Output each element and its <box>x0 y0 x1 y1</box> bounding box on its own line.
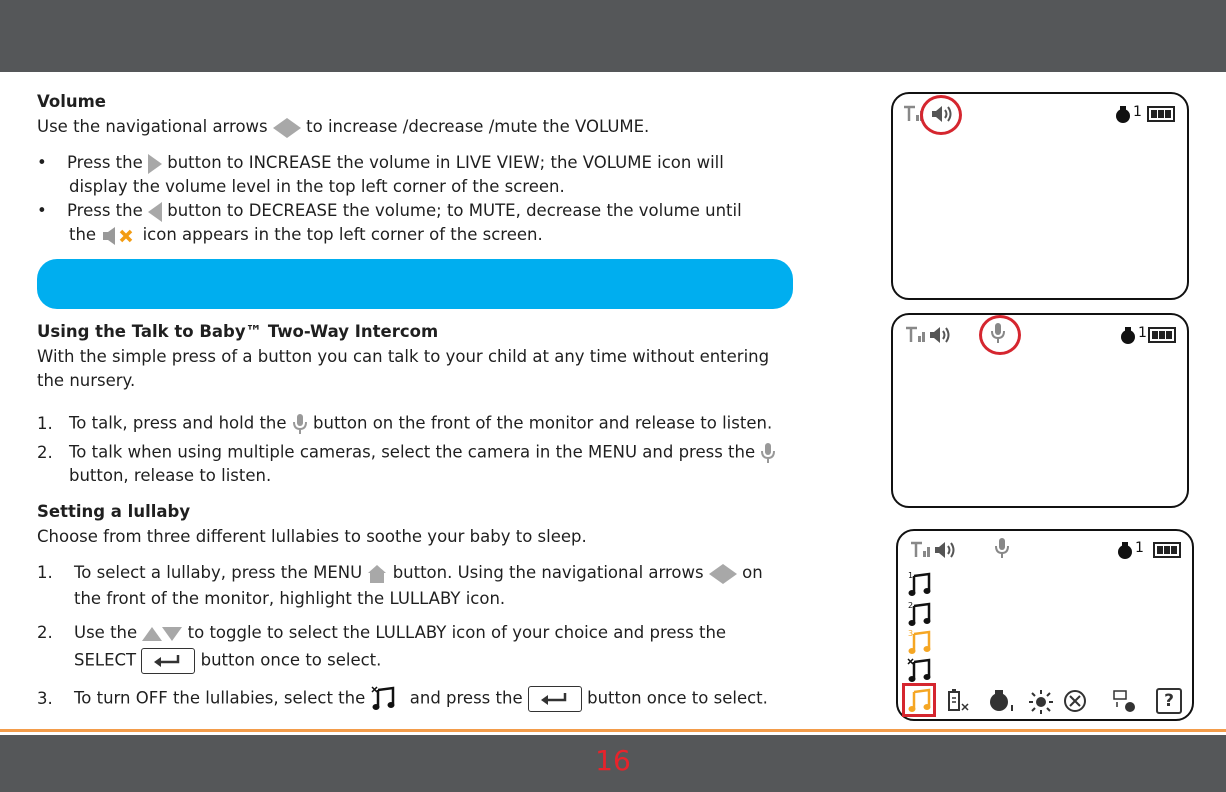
microphone-highlight-circle <box>979 315 1021 355</box>
footer-rule <box>0 729 1226 732</box>
volume-bullet-1-cont: display the volume level in the top left corner of the screen. <box>69 177 565 196</box>
left-arrow-icon <box>148 202 162 222</box>
up-arrow-icon <box>142 627 162 641</box>
lullaby-step-2-cont: SELECT button once to select. <box>74 648 381 674</box>
volume-bullet-1: • Press the button to INCREASE the volume in LIVE VIEW; the VOLUME icon will <box>37 153 724 172</box>
mute-icon <box>101 226 137 246</box>
intercom-step-2: 2. To talk when using multiple cameras, select the camera in the MENU and press the <box>37 442 776 464</box>
lullaby-2-number: 2 <box>908 601 914 610</box>
brightness-icon[interactable] <box>1028 689 1054 715</box>
camera-select-icon[interactable] <box>988 689 1016 713</box>
right-arrow-icon <box>723 564 737 584</box>
lullaby-menu-highlight[interactable] <box>902 683 936 717</box>
camera-number: 1 <box>1135 540 1144 556</box>
camera-icon <box>1119 326 1137 344</box>
lullaby-step-1-cont: the front of the monitor, highlight the LULLABY icon. <box>74 589 506 608</box>
intercom-step-2-cont: button, release to listen. <box>69 466 272 485</box>
header-bar <box>0 0 1226 72</box>
help-icon[interactable]: ? <box>1156 688 1182 714</box>
camera-battery-icon[interactable] <box>946 688 972 714</box>
lullaby-off-icon <box>371 686 397 712</box>
left-arrow-icon <box>709 564 723 584</box>
camera-number: 1 <box>1133 104 1142 120</box>
microphone-icon <box>994 537 1010 559</box>
pan-tilt-icon[interactable] <box>1062 688 1088 714</box>
battery-icon <box>1147 106 1177 122</box>
signal-icon <box>905 326 927 344</box>
lullaby-menu-icon <box>907 688 933 714</box>
microphone-icon <box>760 442 776 464</box>
left-arrow-icon <box>273 118 287 138</box>
microphone-icon <box>292 413 308 435</box>
monitor-screen-lullaby <box>896 529 1194 721</box>
camera-icon <box>1116 541 1134 559</box>
right-arrow-icon <box>148 154 162 174</box>
lullaby-3-number: 3 <box>908 629 914 638</box>
volume-heading: Volume <box>37 92 106 111</box>
lullaby-step-3: 3. To turn OFF the lullabies, select the and press the button once to select. <box>37 686 768 712</box>
intercom-heading: Using the Talk to Baby™ Two-Way Intercom <box>37 322 439 341</box>
lullaby-1-number: 1 <box>908 571 914 580</box>
lullaby-off-icon <box>907 658 933 684</box>
down-arrow-icon <box>162 627 182 641</box>
volume-bullet-2-cont: the icon appears in the top left corner of the screen. <box>69 225 543 244</box>
home-menu-icon <box>367 564 387 584</box>
lullaby-intro: Choose from three different lullabies to soothe your baby to sleep. <box>37 527 587 546</box>
note-banner <box>37 259 793 309</box>
battery-icon <box>1153 542 1183 558</box>
volume-highlight-circle <box>920 95 962 135</box>
intercom-intro-2: the nursery. <box>37 371 136 390</box>
enter-icon <box>141 648 195 674</box>
monitor-screen-volume <box>891 92 1189 300</box>
lullaby-heading: Setting a lullaby <box>37 502 191 521</box>
volume-icon <box>934 541 956 559</box>
lullaby-step-1: 1. To select a lullaby, press the MENU button. Using the navigational arrows on <box>37 563 763 582</box>
camera-icon <box>1114 105 1132 123</box>
signal-icon <box>910 541 932 559</box>
volume-intro: Use the navigational arrows to increase /decrease /mute the VOLUME. <box>37 117 650 136</box>
lullaby-step-2: 2. Use the to toggle to select the LULLABY icon of your choice and press the <box>37 623 727 642</box>
monitor-screen-intercom <box>891 313 1189 508</box>
page-number: 16 <box>595 744 631 777</box>
intercom-intro-1: With the simple press of a button you can talk to your child at any time without entering <box>37 347 770 366</box>
settings-icon[interactable] <box>1112 689 1138 715</box>
camera-number: 1 <box>1138 325 1147 341</box>
right-arrow-icon <box>287 118 301 138</box>
battery-icon <box>1148 327 1178 343</box>
enter-icon <box>528 686 582 712</box>
volume-icon <box>929 326 951 344</box>
intercom-step-1: 1. To talk, press and hold the button on the front of the monitor and release to listen. <box>37 413 772 435</box>
volume-bullet-2: • Press the button to DECREASE the volume; to MUTE, decrease the volume until <box>37 201 742 220</box>
